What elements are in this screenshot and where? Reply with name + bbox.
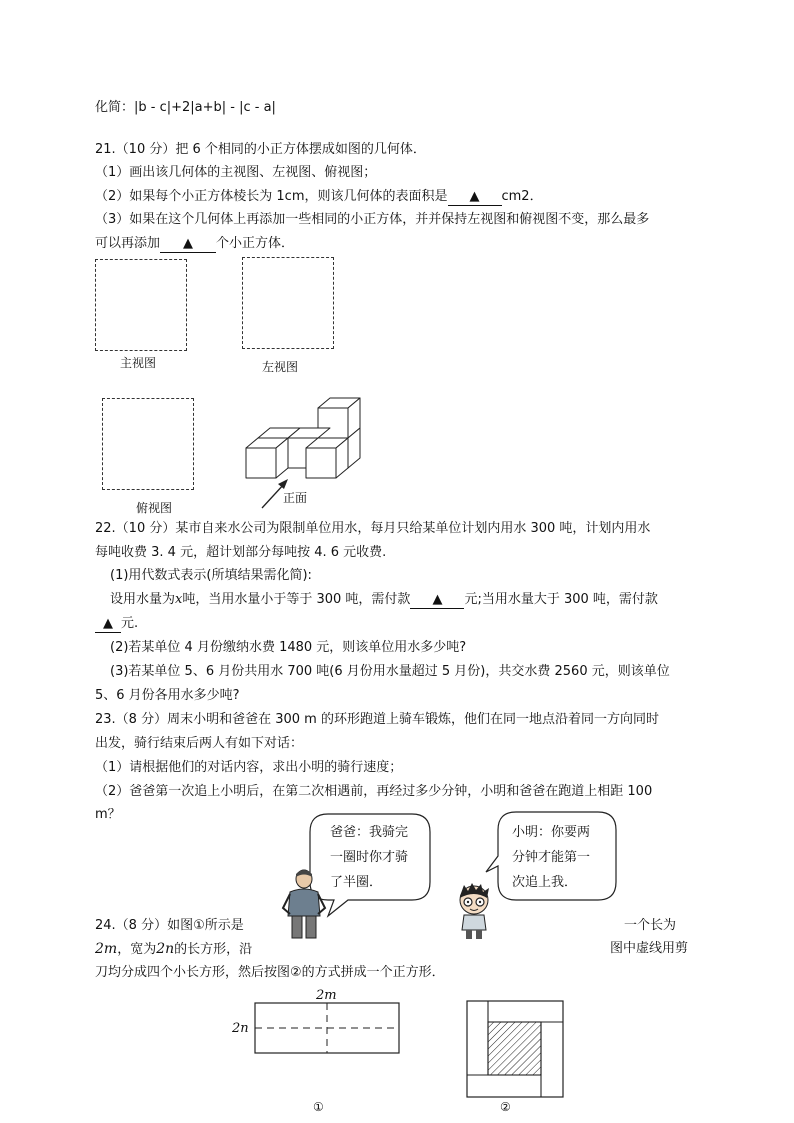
left-view-box[interactable] (242, 257, 334, 349)
q22-sub1-line (110, 591, 658, 609)
q22-answer-blank-2[interactable]: ▲ (95, 616, 121, 633)
q23-line1: 23.（8 分）周末小明和爸爸在 300 m 的环形跑道上骑车锻炼，他们在同一地点沿着同一方向同时 (95, 712, 659, 727)
q21-part3-line2 (95, 235, 294, 253)
ming-dialogue: 小明：你要两 分钟才能第一 次追上我． (512, 825, 591, 890)
q21-part1: （1）画出该几何体的主视图、左视图、俯视图； (95, 165, 377, 180)
q24-length-2m: 2m (95, 941, 118, 957)
q24-line1 (95, 917, 244, 935)
q23-part2-line2: m？ (95, 807, 121, 822)
fig1-rectangle (254, 1001, 400, 1055)
q21-part2-unit: cm2． (501, 189, 543, 204)
q22-answer-blank-1[interactable]: ▲ (410, 592, 464, 609)
q24-line1-text: 24.（8 分）如图 (95, 918, 194, 933)
q24-line3 (95, 964, 445, 982)
q24-line2-right: 图中虚线用剪 (610, 941, 689, 956)
q24-line3-text: 刀均分成四个小长方形，然后按图 (95, 965, 291, 980)
q22-var-x: x (175, 592, 183, 607)
q22-sub1-post: 元;当用水量大于 300 吨，需付款 (464, 592, 658, 607)
q24-line2 (95, 940, 252, 959)
q21-answer-blank-count[interactable]: ▲ (160, 236, 216, 253)
q22-sub1: (1)用代数式表示(所填结果需化简): (110, 568, 312, 583)
fig2-caption: ② (500, 1100, 511, 1114)
dad-dialogue: 爸爸：我骑完 一圈时你才骑 了半圈． (330, 825, 409, 890)
front-direction-label: 正面 (283, 491, 308, 505)
fig1-top-label: 2m (316, 988, 337, 1003)
dad-cartoon-figure (280, 868, 328, 940)
q21-answer-blank-area[interactable]: ▲ (448, 189, 502, 206)
q22-line2: 每吨收费 3. 4 元，超计划部分每吨按 4. 6 元收费. (95, 545, 387, 560)
fig1-side-label: 2n (232, 1021, 249, 1036)
top-view-caption: 俯视图 (136, 501, 173, 515)
front-view-box[interactable] (95, 259, 187, 351)
q21-part3-line1: （3）如果在这个几何体上再添加一些相同的小正方体，并并保持左视图和俯视图不变，那么最多 (95, 212, 650, 227)
q22-sub1-unit: 元. (121, 616, 139, 631)
q24-line1-right: 一个长为 (624, 918, 677, 933)
q23-part1: （1）请根据他们的对话内容，求出小明的骑行速度； (95, 760, 403, 775)
q22-sub1-line2 (95, 615, 138, 633)
q24-line1-post: 所示是 (204, 918, 244, 933)
q24-width-2n: 2n (156, 941, 175, 957)
top-view-box[interactable] (102, 398, 194, 490)
q24-line3-post: 的方式拼成一个正方形． (301, 965, 445, 980)
simplify-expression: 化简：|b - c|+2|a+b| - |c - a| (95, 100, 276, 115)
q23-part2-line1: （2）爸爸第一次追上小明后，在第二次相遇前，再经过多少分钟，小明和爸爸在跑道上相距 100 (95, 784, 653, 799)
q21-part2-text: （2）如果每个小正方体棱长为 1cm，则该几何体的表面积是 (95, 189, 448, 204)
q23-line2: 出发，骑行结束后两人有如下对话： (95, 736, 304, 751)
q22-sub1-mid: 吨，当用水量小于等于 300 吨，需付款 (182, 592, 411, 607)
q21-header: 21.（10 分）把 6 个相同的小正方体摆成如图的几何体． (95, 142, 426, 157)
q21-part2 (95, 188, 543, 206)
front-arrow-head (278, 479, 288, 489)
front-view-caption: 主视图 (120, 356, 157, 370)
q22-sub1-pre: 设用水量为 (110, 592, 176, 607)
q24-figure2-ref: ② (290, 965, 302, 980)
q21-part3-text: 可以再添加 (95, 236, 161, 251)
fig1-caption: ① (313, 1100, 324, 1114)
q24-line2-post: 的长方形，沿 (174, 942, 253, 957)
cube-front-right-front (306, 448, 336, 478)
fig2-square (466, 1000, 564, 1100)
q22-sub3-line1: (3)若某单位 5、6 月份共用水 700 吨(6 月份用水量超过 5 月份)，共交水费 2560 元，则该单位 (110, 664, 670, 679)
xiaoming-cartoon-figure (454, 882, 494, 940)
q22-line1: 22.（10 分）某市自来水公司为限制单位用水，每月只给某单位计划内用水 300 吨，计划内用水 (95, 521, 651, 536)
q24-width-text: ，宽为 (117, 942, 157, 957)
fig2-shaded-square (488, 1022, 541, 1075)
q21-part3-suffix: 个小正方体． (216, 236, 295, 251)
left-view-caption: 左视图 (262, 360, 299, 374)
q24-figure1-ref: ① (193, 918, 205, 933)
q22-sub2: (2)若某单位 4 月份缴纳水费 1480 元，则该单位用水多少吨? (110, 640, 467, 655)
q22-sub3-line2: 5、6 月份各用水多少吨? (95, 688, 240, 703)
cube-front-left-front (246, 448, 276, 478)
